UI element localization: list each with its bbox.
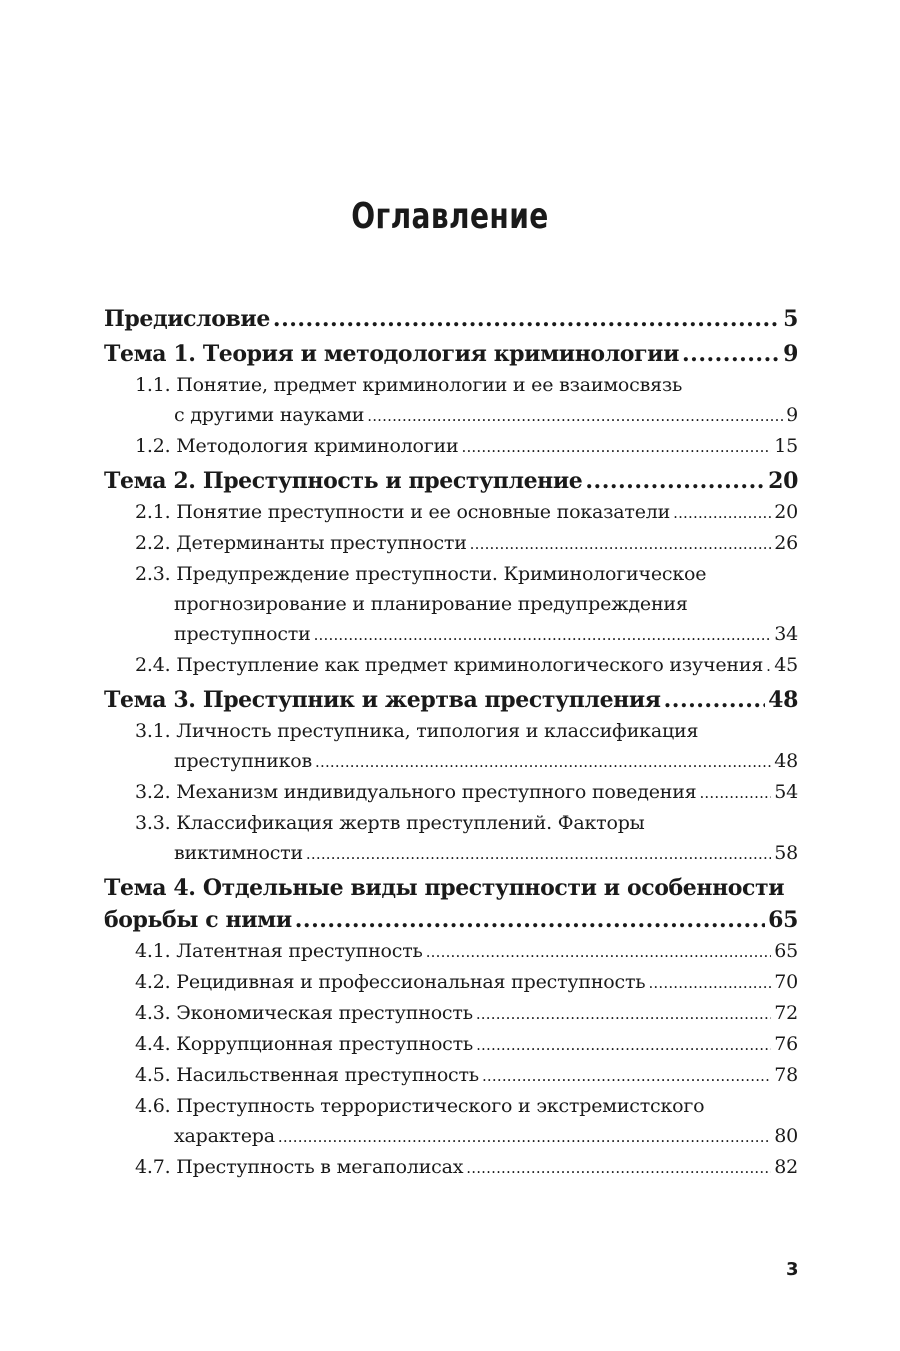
toc-entry-label: 4.3. Экономическая преступность bbox=[135, 1002, 473, 1024]
toc-page-number: 78 bbox=[774, 1064, 798, 1086]
dot-leader bbox=[367, 401, 783, 431]
toc-entry-label: 4.4. Коррупционная преступность bbox=[135, 1033, 474, 1055]
dot-leader bbox=[470, 529, 772, 559]
toc-subentry-4-7[interactable] bbox=[104, 1152, 798, 1183]
dot-leader bbox=[664, 684, 766, 716]
dot-leader bbox=[476, 999, 771, 1029]
toc-subentry-3-3[interactable] bbox=[104, 838, 798, 869]
toc-entry-label: 2.2. Детерминанты преступности bbox=[135, 532, 467, 554]
toc-subentry-3-1-line1[interactable]: 3.1. Личность преступника, типология и классификация bbox=[135, 720, 699, 742]
toc-page-number: 20 bbox=[768, 468, 798, 494]
toc-page-number: 65 bbox=[774, 940, 798, 962]
dot-leader bbox=[315, 747, 771, 777]
toc-page-number: 26 bbox=[774, 532, 798, 554]
toc-entry-topic-1[interactable] bbox=[104, 338, 798, 370]
toc-subentry-2-4[interactable] bbox=[104, 650, 798, 681]
toc-entry-label: Тема 2. Преступность и преступление bbox=[104, 468, 583, 494]
dot-leader bbox=[278, 1122, 771, 1152]
toc-entry-label: виктимности bbox=[174, 842, 303, 864]
toc-subentry-1-2[interactable] bbox=[104, 431, 798, 462]
toc-subentry-4-3[interactable] bbox=[104, 998, 798, 1029]
toc-page-number: 48 bbox=[768, 687, 798, 713]
dot-leader bbox=[273, 303, 780, 335]
toc-subentry-2-1[interactable] bbox=[104, 497, 798, 528]
toc-page-number: 80 bbox=[774, 1125, 798, 1147]
toc-page-number: 45 bbox=[774, 654, 798, 676]
dot-leader bbox=[461, 432, 771, 462]
toc-subentry-2-3-line1[interactable]: 2.3. Предупреждение преступности. Криминологическое bbox=[135, 563, 707, 585]
toc-entry-label: характера bbox=[174, 1125, 275, 1147]
toc-subentry-1-1[interactable] bbox=[104, 400, 798, 431]
dot-leader bbox=[482, 1061, 771, 1091]
toc-page-number: 54 bbox=[774, 781, 798, 803]
toc-subentry-3-2[interactable] bbox=[104, 777, 798, 808]
toc-entry-topic-4[interactable] bbox=[104, 904, 798, 936]
toc-subentry-4-1[interactable] bbox=[104, 936, 798, 967]
toc-entry-label: преступников bbox=[174, 750, 313, 772]
toc-entry-label: 1.2. Методология криминологии bbox=[135, 435, 459, 457]
dot-leader bbox=[648, 968, 771, 998]
toc-page-number: 72 bbox=[774, 1002, 798, 1024]
toc-entry-label: Предисловие bbox=[104, 306, 270, 332]
toc-page-number: 9 bbox=[783, 341, 798, 367]
toc-entry-topic-4-line1[interactable]: Тема 4. Отдельные виды преступности и особенности bbox=[104, 875, 785, 901]
toc-subentry-1-1-line1[interactable]: 1.1. Понятие, предмет криминологии и ее взаимосвязь bbox=[135, 374, 683, 396]
toc-page-number: 9 bbox=[786, 404, 798, 426]
toc-entry-label: Тема 1. Теория и методология криминологии bbox=[104, 341, 679, 367]
toc-subentry-4-6-line1[interactable]: 4.6. Преступность террористического и экстремистского bbox=[135, 1095, 705, 1117]
dot-leader bbox=[766, 651, 771, 681]
toc-entry-label: 4.7. Преступность в мегаполисах bbox=[135, 1156, 464, 1178]
page-title: Оглавление bbox=[351, 196, 549, 237]
toc-entry-label: Тема 3. Преступник и жертва преступления bbox=[104, 687, 661, 713]
toc-page-number: 34 bbox=[774, 623, 798, 645]
dot-leader bbox=[426, 937, 772, 967]
toc-entry-preface[interactable] bbox=[104, 303, 798, 335]
table-of-contents bbox=[104, 300, 798, 1183]
toc-page-number: 5 bbox=[783, 306, 798, 332]
toc-entry-label: борьбы с ними bbox=[104, 907, 292, 933]
dot-leader bbox=[585, 465, 765, 497]
toc-entry-label: 2.1. Понятие преступности и ее основные показатели bbox=[135, 501, 671, 523]
toc-page-number: 70 bbox=[774, 971, 798, 993]
toc-subentry-2-3-line2[interactable]: прогнозирование и планирование предупреждения bbox=[174, 593, 688, 615]
dot-leader bbox=[699, 778, 771, 808]
toc-subentry-2-2[interactable] bbox=[104, 528, 798, 559]
toc-entry-label: преступности bbox=[174, 623, 311, 645]
toc-subentry-3-3-line1[interactable]: 3.3. Классификация жертв преступлений. Факторы bbox=[135, 812, 645, 834]
dot-leader bbox=[673, 498, 771, 528]
toc-entry-topic-3[interactable] bbox=[104, 684, 798, 716]
toc-subentry-4-2[interactable] bbox=[104, 967, 798, 998]
dot-leader bbox=[682, 338, 780, 370]
toc-entry-label: с другими науками bbox=[174, 404, 365, 426]
dot-leader bbox=[306, 839, 771, 869]
toc-entry-label: 4.5. Насильственная преступность bbox=[135, 1064, 479, 1086]
toc-page-number: 20 bbox=[774, 501, 798, 523]
dot-leader bbox=[466, 1153, 771, 1183]
toc-subentry-2-3[interactable] bbox=[104, 619, 798, 650]
toc-subentry-3-1[interactable] bbox=[104, 746, 798, 777]
toc-page-number: 82 bbox=[774, 1156, 798, 1178]
dot-leader bbox=[476, 1030, 771, 1060]
dot-leader bbox=[314, 620, 772, 650]
toc-entry-topic-2[interactable] bbox=[104, 465, 798, 497]
toc-subentry-4-5[interactable] bbox=[104, 1060, 798, 1091]
page-number: 3 bbox=[786, 1259, 799, 1280]
dot-leader bbox=[295, 904, 765, 936]
toc-entry-label: 2.4. Преступление как предмет криминологического изучения bbox=[135, 654, 764, 676]
toc-page-number: 15 bbox=[774, 435, 798, 457]
toc-entry-label: 4.1. Латентная преступность bbox=[135, 940, 423, 962]
toc-entry-label: 4.2. Рецидивная и профессиональная преступность bbox=[135, 971, 646, 993]
toc-page-number: 76 bbox=[774, 1033, 798, 1055]
toc-page-number: 58 bbox=[774, 842, 798, 864]
toc-entry-label: 3.2. Механизм индивидуального преступного поведения bbox=[135, 781, 697, 803]
toc-page-number: 48 bbox=[774, 750, 798, 772]
toc-subentry-4-4[interactable] bbox=[104, 1029, 798, 1060]
toc-subentry-4-6[interactable] bbox=[104, 1121, 798, 1152]
toc-page-number: 65 bbox=[768, 907, 798, 933]
